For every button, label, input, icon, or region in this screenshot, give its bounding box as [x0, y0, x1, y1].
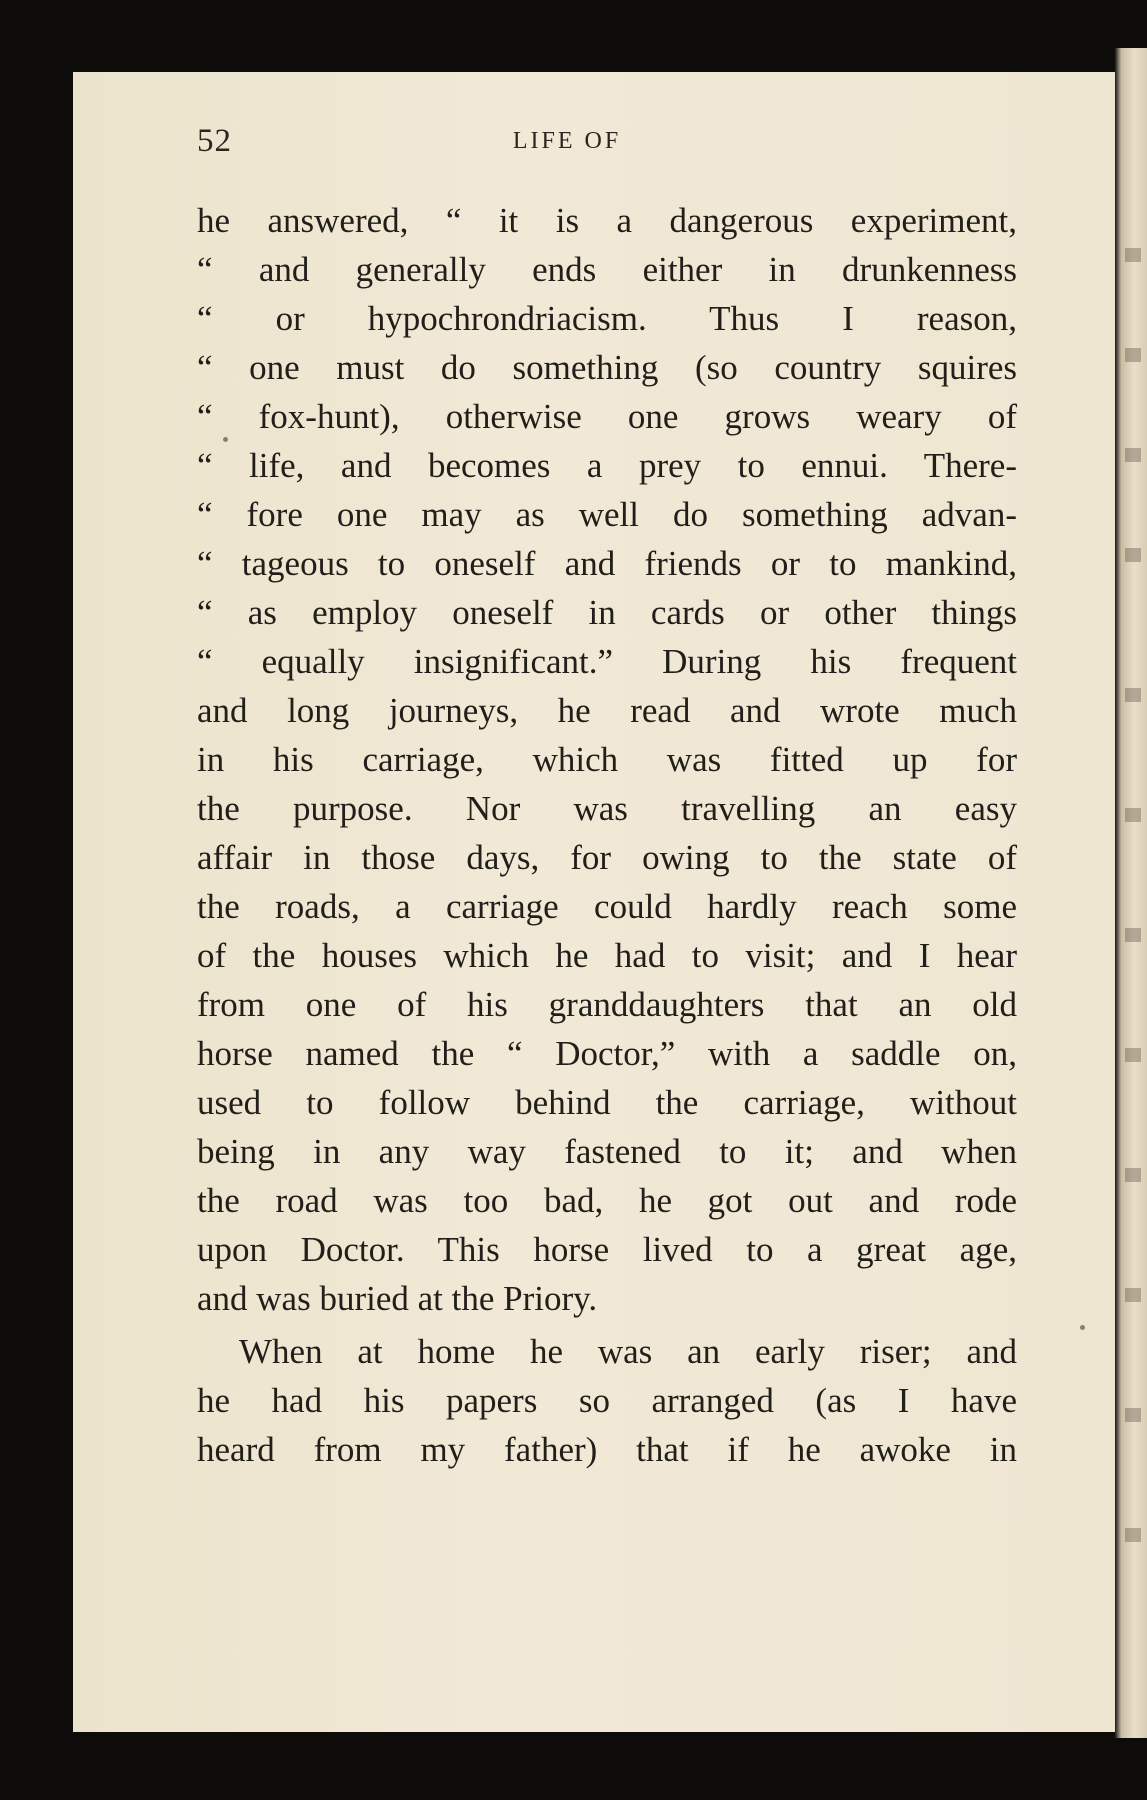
text-line: from one of his granddaughters that an old: [197, 985, 1017, 1024]
text-line: “ one must do something (so country squires: [197, 348, 1017, 387]
bleed-mark: [1125, 1288, 1141, 1302]
bleed-mark: [1125, 448, 1141, 462]
text-line: “ life, and becomes a prey to ennui. There-: [197, 446, 1017, 485]
bleed-mark: [1125, 348, 1141, 362]
paragraph-start-line: When at home he was an early riser; and: [239, 1332, 1017, 1371]
bleed-mark: [1125, 548, 1141, 562]
text-line: horse named the “ Doctor,” with a saddle on,: [197, 1034, 1017, 1073]
text-line: he had his papers so arranged (as I have: [197, 1381, 1017, 1420]
bleed-mark: [1125, 1048, 1141, 1062]
paper-speck: [1080, 1325, 1085, 1330]
text-line: “ as employ oneself in cards or other things: [197, 593, 1017, 632]
text-line: affair in those days, for owing to the state of: [197, 838, 1017, 877]
text-line: used to follow behind the carriage, without: [197, 1083, 1017, 1122]
text-line: being in any way fastened to it; and when: [197, 1132, 1017, 1171]
text-line: “ and generally ends either in drunkenness: [197, 250, 1017, 289]
paragraph-end-line: and was buried at the Priory.: [197, 1279, 598, 1318]
page-header: [197, 123, 1017, 163]
text-line: heard from my father) that if he awoke in: [197, 1430, 1017, 1469]
text-line: he answered, “ it is a dangerous experiment,: [197, 201, 1017, 240]
bleed-mark: [1125, 928, 1141, 942]
bleed-mark: [1125, 1528, 1141, 1542]
bleed-mark: [1125, 688, 1141, 702]
text-line: “ fox-hunt), otherwise one grows weary of: [197, 397, 1017, 436]
body-text: [197, 196, 1017, 1474]
page-number: 52: [197, 123, 232, 159]
facing-page-edge: [1115, 48, 1147, 1738]
bleed-mark: [1125, 808, 1141, 822]
text-line: the purpose. Nor was travelling an easy: [197, 789, 1017, 828]
text-line: “ equally insignificant.” During his frequent: [197, 642, 1017, 681]
text-line: “ or hypochrondriacism. Thus I reason,: [197, 299, 1017, 338]
text-line: the roads, a carriage could hardly reach some: [197, 887, 1017, 926]
text-line: “ tageous to oneself and friends or to mankind,: [197, 544, 1017, 583]
running-head: LIFE OF: [512, 128, 622, 154]
text-line: upon Doctor. This horse lived to a great age,: [197, 1230, 1017, 1269]
text-line: of the houses which he had to visit; and I hear: [197, 936, 1017, 975]
text-line: in his carriage, which was fitted up for: [197, 740, 1017, 779]
text-line: “ fore one may as well do something advan-: [197, 495, 1017, 534]
bleed-mark: [1125, 1168, 1141, 1182]
text-line: and long journeys, he read and wrote much: [197, 691, 1017, 730]
text-line: the road was too bad, he got out and rode: [197, 1181, 1017, 1220]
bleed-mark: [1125, 1408, 1141, 1422]
bleed-mark: [1125, 248, 1141, 262]
